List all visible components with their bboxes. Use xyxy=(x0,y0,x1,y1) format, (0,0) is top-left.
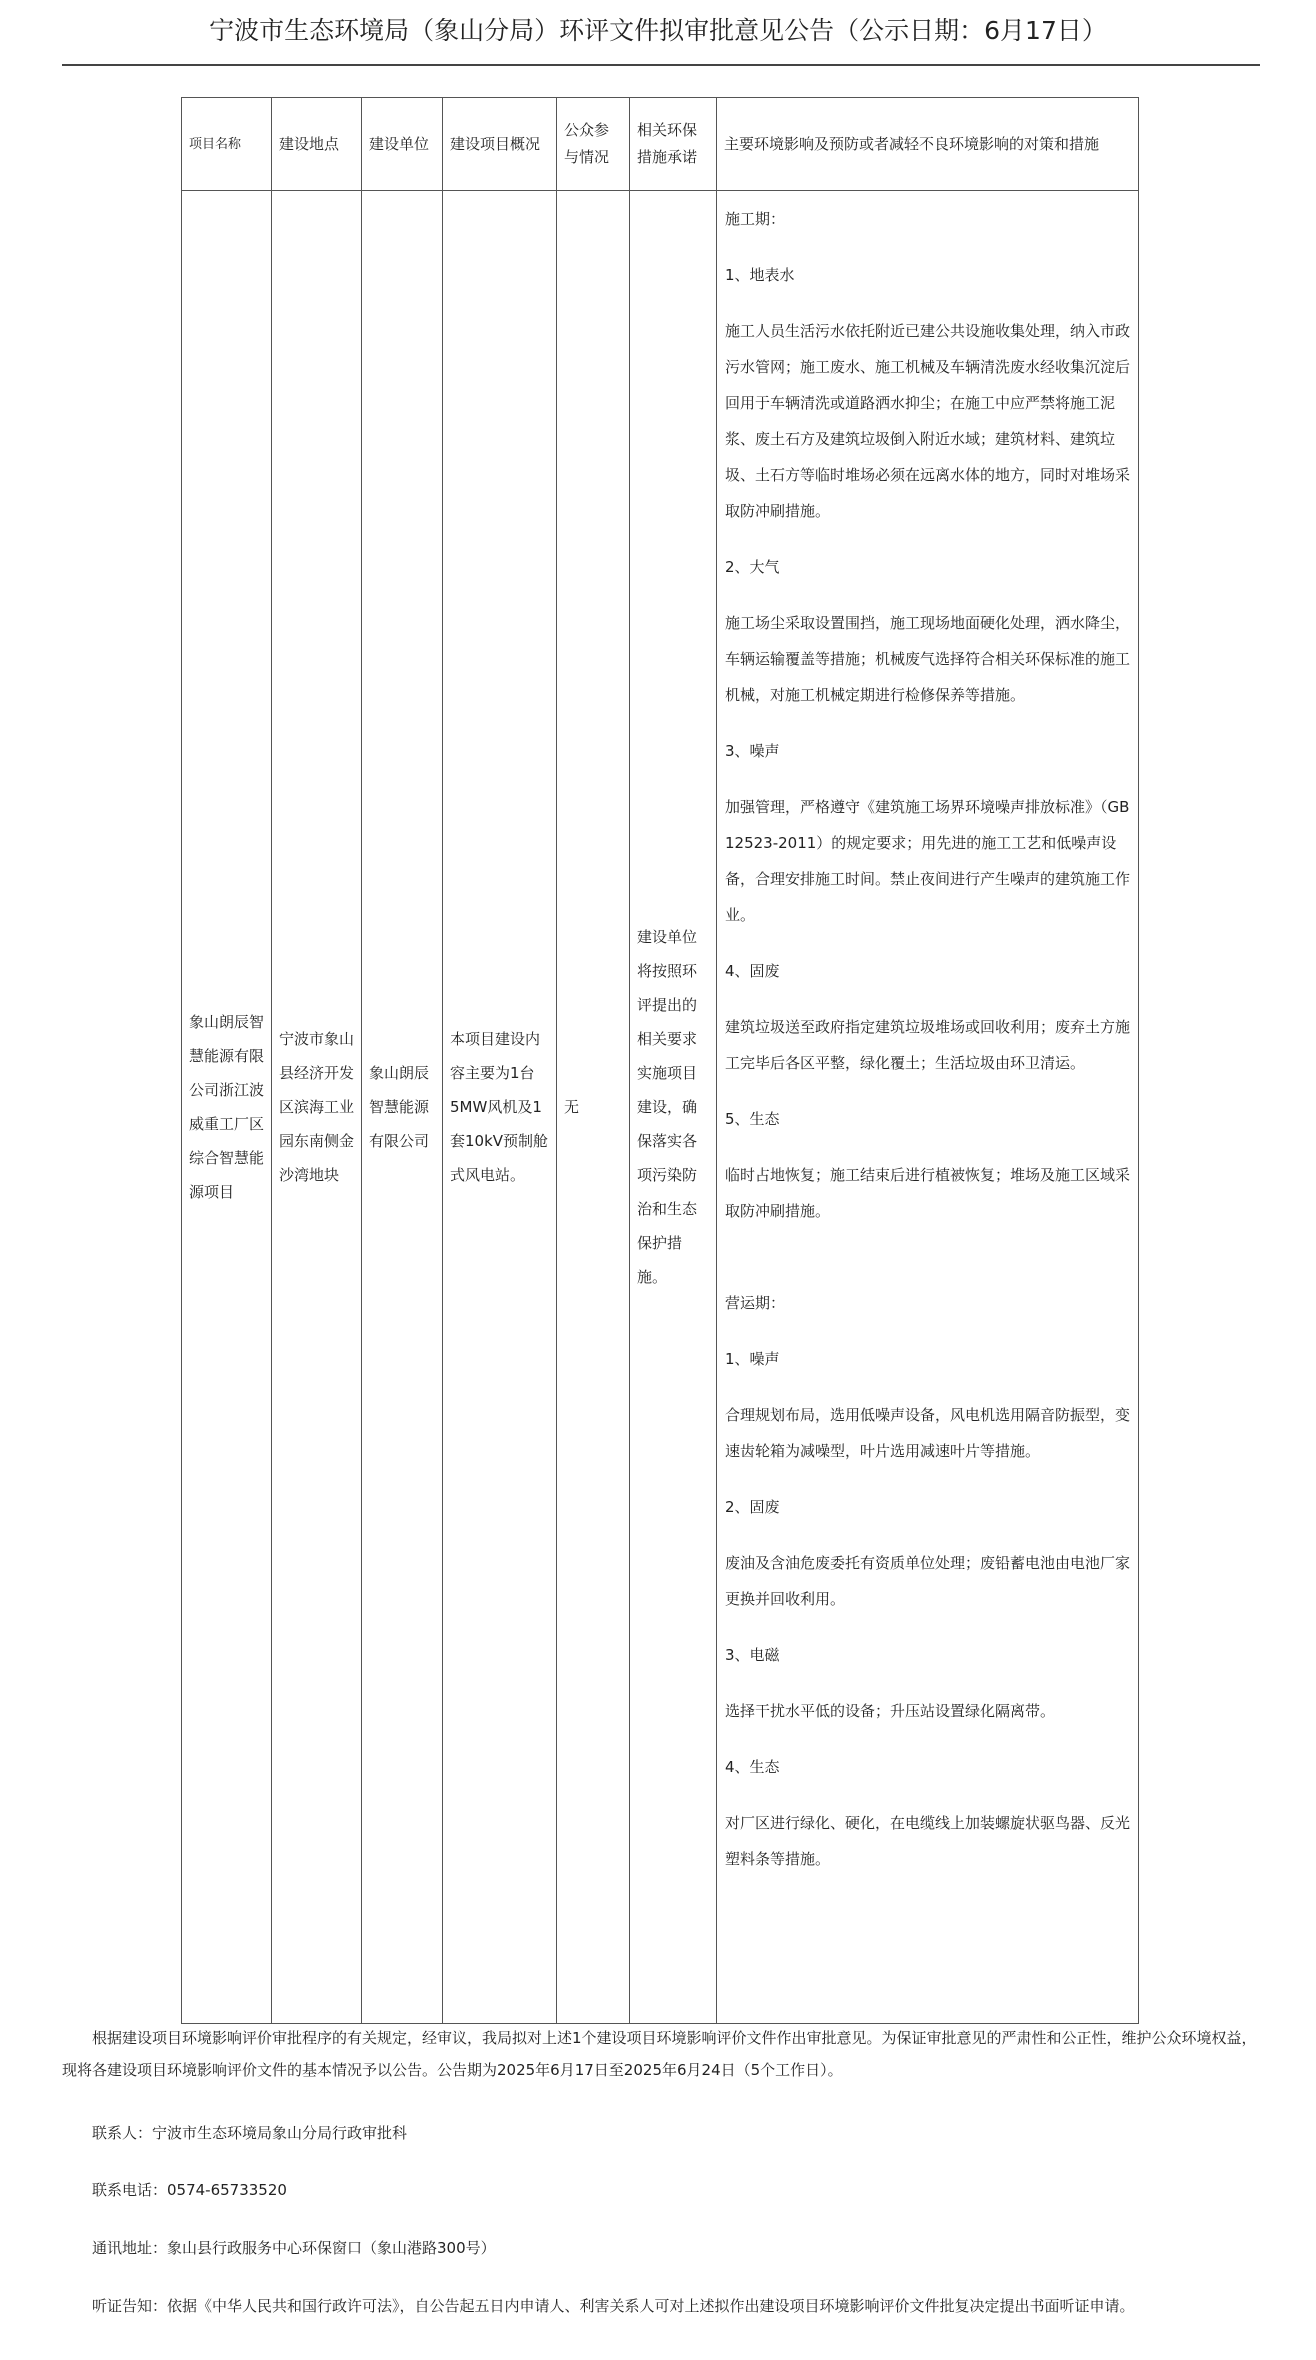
operation-item-heading: 2、固废 xyxy=(725,1498,780,1516)
header-public-participation: 公众参与情况 xyxy=(557,98,630,191)
cell-location: 宁波市象山县经济开发区滨海工业园东南侧金沙湾地块 xyxy=(272,191,362,2024)
contact-phone: 联系电话：0574-65733520 xyxy=(92,2181,287,2199)
header-project-name: 项目名称 xyxy=(182,98,272,191)
operation-item-text: 废油及含油危废委托有资质单位处理；废铅蓄电池由电池厂家更换并回收利用。 xyxy=(725,1554,1131,1608)
cell-project-name: 象山朗辰智慧能源有限公司浙江波威重工厂区综合智慧能源项目 xyxy=(182,191,272,2024)
table-header-row xyxy=(182,98,1139,191)
cell-measures xyxy=(717,191,1139,2024)
construction-item-text: 建筑垃圾送至政府指定建筑垃圾堆场或回收利用；废弃土方施工完毕后各区平整，绿化覆土；生活垃圾由环卫清运。 xyxy=(725,1018,1131,1072)
title-divider xyxy=(62,64,1260,66)
announcement-note: 根据建设项目环境影响评价审批程序的有关规定，经审议，我局拟对上述1个建设项目环境影响评价文件作出审批意见。为保证审批意见的严肃性和公正性，维护公众环境权益，现将各建设项目环境影响评价文件的基本情况予以公告。公告期为2025年6月17日至2025年6月24日（5个工作日）。 xyxy=(62,2029,1257,2079)
header-builder: 建设单位 xyxy=(362,98,443,191)
operation-item-heading: 3、电磁 xyxy=(725,1646,780,1664)
construction-item-heading: 1、地表水 xyxy=(725,266,795,284)
operation-item-text: 选择干扰水平低的设备；升压站设置绿化隔离带。 xyxy=(725,1702,1056,1720)
construction-item-text: 临时占地恢复；施工结束后进行植被恢复；堆场及施工区域采取防冲刷措施。 xyxy=(725,1166,1131,1220)
header-commitment: 相关环保措施承诺 xyxy=(630,98,717,191)
operation-item-text: 对厂区进行绿化、硬化，在电缆线上加装螺旋状驱鸟器、反光塑料条等措施。 xyxy=(725,1814,1131,1868)
construction-item-heading: 4、固废 xyxy=(725,962,780,980)
cell-overview: 本项目建设内容主要为1台5MW风机及1套10kV预制舱式风电站。 xyxy=(443,191,557,2024)
construction-period-title: 施工期： xyxy=(725,210,786,228)
approval-table xyxy=(181,97,1139,2024)
operation-item-text: 合理规划布局，选用低噪声设备，风电机选用隔音防振型，变速齿轮箱为减噪型，叶片选用减速叶片等措施。 xyxy=(725,1406,1131,1460)
construction-item-heading: 2、大气 xyxy=(725,558,780,576)
operation-item-heading: 4、生态 xyxy=(725,1758,780,1776)
page-title: 宁波市生态环境局（象山分局）环评文件拟审批意见公告（公示日期：6月17日） xyxy=(209,16,1107,45)
hearing-notice: 听证告知：依据《中华人民共和国行政许可法》，自公告起五日内申请人、利害关系人可对上述拟作出建设项目环境影响评价文件批复决定提出书面听证申请。 xyxy=(92,2297,1135,2315)
cell-commitment: 建设单位将按照环评提出的相关要求实施项目建设，确保落实各项污染防治和生态保护措施。 xyxy=(630,191,717,2024)
table-row xyxy=(182,191,1139,2024)
construction-item-text: 加强管理，严格遵守《建筑施工场界环境噪声排放标准》（GB 12523-2011）的规定要求；用先进的施工工艺和低噪声设备，合理安排施工时间。禁止夜间进行产生噪声的建筑施工作业。 xyxy=(725,798,1131,924)
construction-item-text: 施工场尘采取设置围挡，施工现场地面硬化处理，洒水降尘，车辆运输覆盖等措施；机械废气选择符合相关环保标准的施工机械，对施工机械定期进行检修保养等措施。 xyxy=(725,614,1131,704)
operation-period-title: 营运期： xyxy=(725,1294,786,1312)
construction-item-heading: 5、生态 xyxy=(725,1110,780,1128)
operation-item-heading: 1、噪声 xyxy=(725,1350,780,1368)
mailing-address: 通讯地址：象山县行政服务中心环保窗口（象山港路300号） xyxy=(92,2239,496,2257)
construction-item-text: 施工人员生活污水依托附近已建公共设施收集处理，纳入市政污水管网；施工废水、施工机械及车辆清洗废水经收集沉淀后回用于车辆清洗或道路洒水抑尘；在施工中应严禁将施工泥浆、废土石方及建筑垃圾倒入附近水域；建筑材料、建筑垃圾、土石方等临时堆场必须在远离水体的地方，同时对堆场采取防冲刷措施。 xyxy=(725,322,1131,520)
header-location: 建设地点 xyxy=(272,98,362,191)
header-measures: 主要环境影响及预防或者减轻不良环境影响的对策和措施 xyxy=(717,98,1139,191)
header-overview: 建设项目概况 xyxy=(443,98,557,191)
construction-item-heading: 3、噪声 xyxy=(725,742,780,760)
cell-builder: 象山朗辰智慧能源有限公司 xyxy=(362,191,443,2024)
cell-public-participation: 无 xyxy=(557,191,630,2024)
contact-person: 联系人：宁波市生态环境局象山分局行政审批科 xyxy=(92,2124,408,2142)
